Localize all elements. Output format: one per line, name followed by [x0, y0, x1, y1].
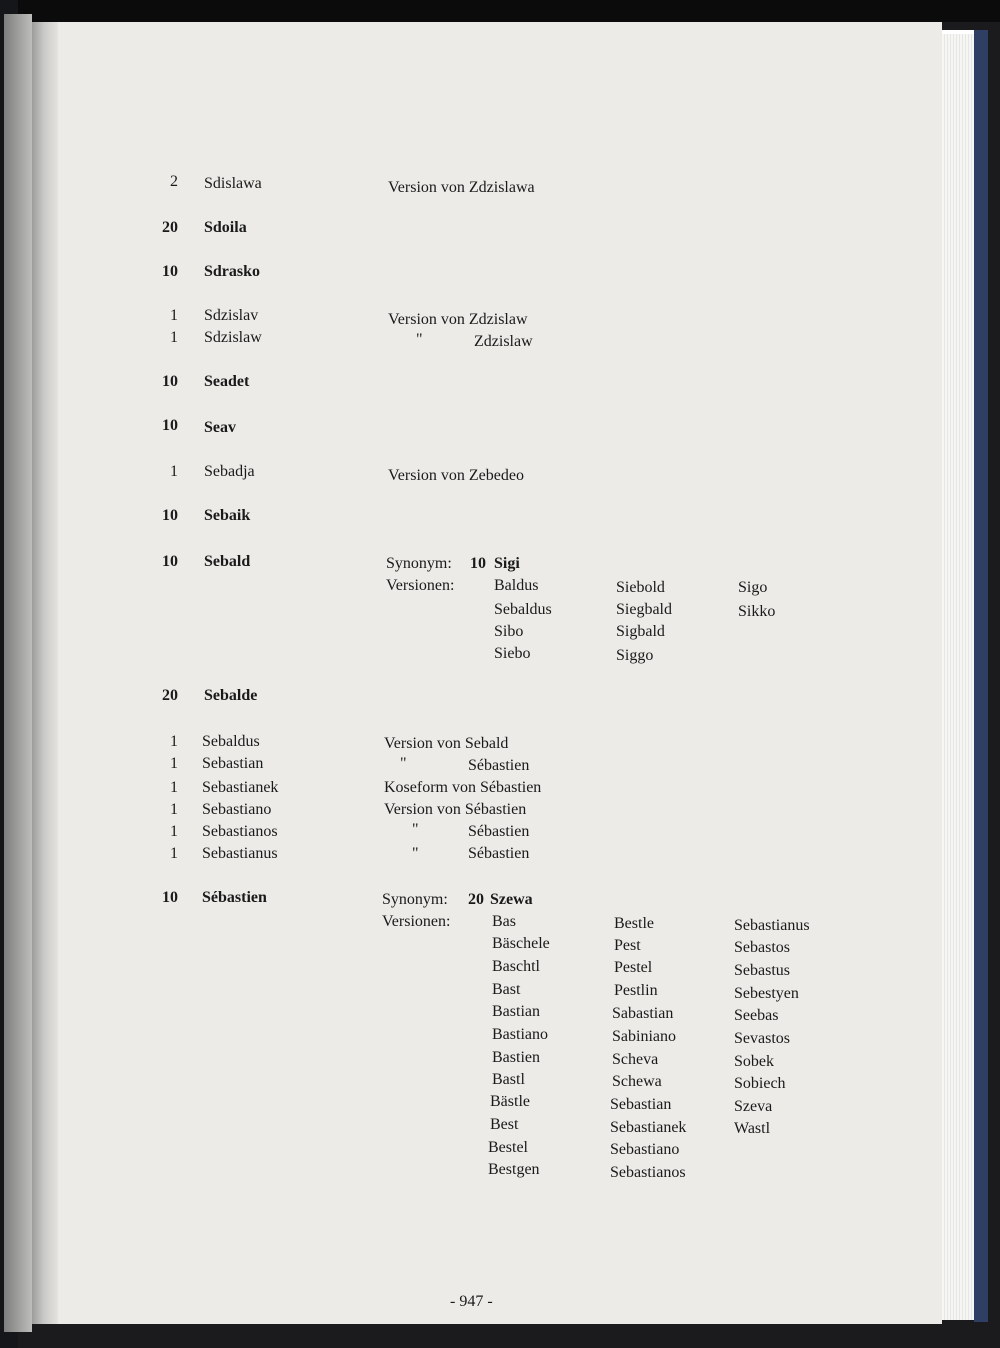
- entry-count: 1: [170, 845, 178, 862]
- version-name: Sevastos: [734, 1030, 790, 1047]
- version-name: Sabastian: [612, 1005, 674, 1022]
- entry-count: 1: [170, 779, 178, 796]
- version-name: Baschtl: [492, 958, 540, 975]
- entry-name: Sebalde: [204, 687, 258, 704]
- entry-note: Version von Zebedeo: [388, 467, 524, 484]
- version-name: Siebo: [494, 645, 531, 662]
- entry-count: 1: [170, 755, 178, 772]
- entry-count: 10: [162, 263, 178, 280]
- version-name: Schewa: [612, 1073, 662, 1090]
- entry-count: 10: [162, 373, 178, 390]
- version-name: Szeva: [734, 1098, 773, 1115]
- version-name: Sigbald: [616, 623, 665, 640]
- version-name: Siggo: [616, 647, 654, 664]
- book-page: [32, 22, 942, 1324]
- ditto-mark: ": [416, 331, 423, 348]
- version-name: Siegbald: [616, 601, 672, 618]
- entry-note: Version von Zdzislaw: [388, 311, 528, 328]
- version-name: Sebastos: [734, 939, 790, 956]
- synonym-count: 10: [470, 555, 486, 572]
- entry-note: Zdzislaw: [474, 333, 533, 350]
- version-name: Sebastus: [734, 962, 790, 979]
- entry-note: Version von Sebald: [384, 735, 509, 752]
- entry-name: Sdoila: [204, 219, 247, 236]
- entry-name: Sebaik: [204, 507, 251, 524]
- entry-count: 10: [162, 553, 178, 570]
- version-name: Bastien: [492, 1049, 540, 1066]
- version-name: Siebold: [616, 579, 665, 596]
- synonym-name: Szewa: [490, 891, 533, 908]
- entry-note: Sébastien: [468, 845, 530, 862]
- synonym-name: Sigi: [494, 555, 520, 572]
- entry-count: 1: [170, 463, 178, 480]
- entry-name: Sébastien: [202, 889, 267, 906]
- entry-count: 1: [170, 733, 178, 750]
- entry-count: 1: [170, 801, 178, 818]
- version-name: Bestle: [614, 915, 654, 932]
- entry-name: Sebastianus: [202, 845, 278, 862]
- version-name: Sebaldus: [494, 601, 552, 618]
- entry-name: Sebald: [204, 553, 251, 570]
- version-name: Sobiech: [734, 1075, 786, 1092]
- version-name: Sigo: [738, 579, 768, 596]
- entry-note: Sébastien: [468, 757, 530, 774]
- book-cover-edge: [974, 30, 988, 1322]
- background-top: [0, 0, 1000, 22]
- version-name: Sobek: [734, 1053, 774, 1070]
- versions-label: Versionen:: [382, 913, 451, 930]
- entry-note: Version von Zdzislawa: [388, 179, 535, 196]
- page-number: - 947 -: [450, 1293, 493, 1310]
- entry-count: 20: [162, 687, 178, 704]
- version-name: Bas: [492, 913, 516, 930]
- version-name: Baldus: [494, 577, 539, 594]
- version-name: Sikko: [738, 603, 776, 620]
- version-name: Bastl: [492, 1071, 525, 1088]
- version-name: Bestel: [488, 1139, 528, 1156]
- versions-label: Versionen:: [386, 577, 455, 594]
- version-name: Bäschele: [492, 935, 550, 952]
- version-name: Sebastianos: [610, 1164, 686, 1181]
- entry-name: Sebastiano: [202, 801, 272, 818]
- version-name: Bestgen: [488, 1161, 540, 1178]
- entry-note: Version von Sébastien: [384, 801, 527, 818]
- version-name: Sabiniano: [612, 1028, 676, 1045]
- version-name: Bastian: [492, 1003, 540, 1020]
- synonym-count: 20: [468, 891, 484, 908]
- version-name: Pest: [614, 937, 641, 954]
- entry-name: Sdzislaw: [204, 329, 262, 346]
- entry-name: Sebadja: [204, 463, 255, 480]
- entry-name: Seadet: [204, 373, 250, 390]
- entry-note: Sébastien: [468, 823, 530, 840]
- version-name: Scheva: [612, 1051, 659, 1068]
- page-gutter: [32, 22, 58, 1324]
- entry-name: Sebastian: [202, 755, 264, 772]
- version-name: Sebastian: [610, 1096, 672, 1113]
- ditto-mark: ": [400, 755, 407, 772]
- left-page-stack: [4, 14, 32, 1332]
- entry-name: Sebastianos: [202, 823, 278, 840]
- entry-name: Sebaldus: [202, 733, 260, 750]
- entry-name: Sebastianek: [202, 779, 279, 796]
- entry-note: Koseform von Sébastien: [384, 779, 542, 796]
- entry-count: 2: [170, 173, 178, 190]
- version-name: Sebestyen: [734, 985, 799, 1002]
- version-name: Sebastianus: [734, 917, 810, 934]
- version-name: Sebastiano: [610, 1141, 680, 1158]
- entry-count: 10: [162, 889, 178, 906]
- entry-name: Sdrasko: [204, 263, 261, 280]
- ditto-mark: ": [412, 845, 419, 862]
- version-name: Pestlin: [614, 982, 658, 999]
- ditto-mark: ": [412, 821, 419, 838]
- version-name: Sebastianek: [610, 1119, 687, 1136]
- version-name: Best: [490, 1116, 519, 1133]
- entry-count: 20: [162, 219, 178, 236]
- entry-count: 1: [170, 329, 178, 346]
- version-name: Wastl: [734, 1120, 771, 1137]
- entry-name: Seav: [204, 419, 236, 436]
- version-name: Bastiano: [492, 1026, 548, 1043]
- version-name: Bästle: [490, 1093, 530, 1110]
- version-name: Pestel: [614, 959, 653, 976]
- version-name: Bast: [492, 981, 521, 998]
- entry-count: 10: [162, 417, 178, 434]
- entry-name: Sdislawa: [204, 175, 262, 192]
- synonym-label: Synonym:: [386, 555, 452, 572]
- entry-count: 10: [162, 507, 178, 524]
- entry-count: 1: [170, 307, 178, 324]
- entry-count: 1: [170, 823, 178, 840]
- version-name: Seebas: [734, 1007, 779, 1024]
- version-name: Sibo: [494, 623, 524, 640]
- synonym-label: Synonym:: [382, 891, 448, 908]
- entry-name: Sdzislav: [204, 307, 259, 324]
